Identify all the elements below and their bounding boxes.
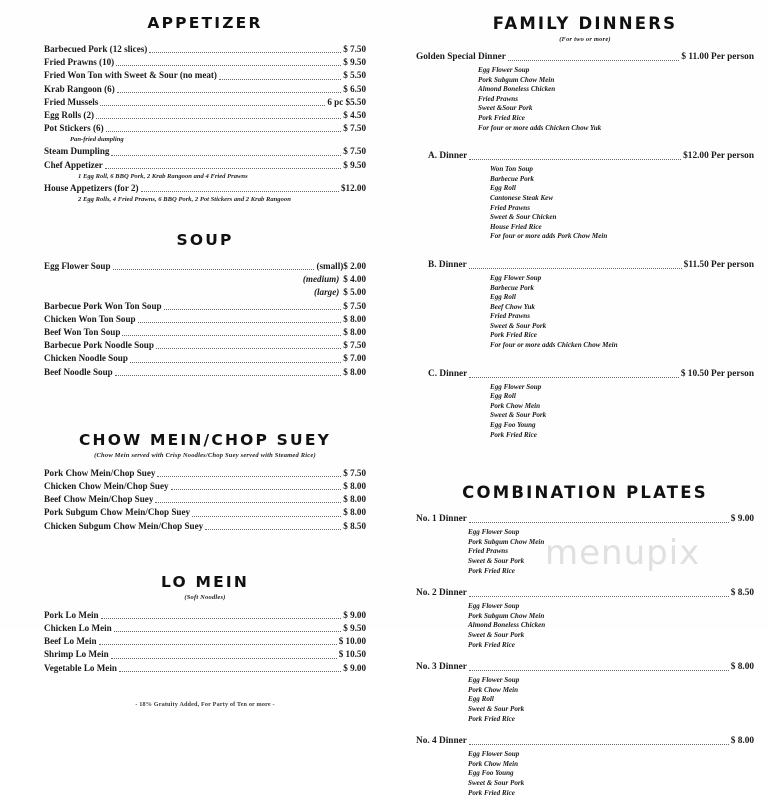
dinner-item: Sweet & Sour Pork xyxy=(490,321,547,330)
dinner-item: Barbecue Pork xyxy=(490,283,534,292)
menu-item-price: $ 10.00 xyxy=(338,636,366,647)
leader-dots xyxy=(114,624,342,632)
block-spacer xyxy=(416,440,754,457)
dinner-item: Pork Fried Rice xyxy=(468,714,515,723)
menu-item-name: Fried Won Ton with Sweet & Sour (no meat) xyxy=(44,70,217,81)
menu-item-row xyxy=(44,300,366,313)
leader-dots xyxy=(116,58,341,66)
dinner-items xyxy=(416,66,754,133)
menu-item-row xyxy=(44,109,366,122)
section-title-combination-plates: COMBINATION PLATES xyxy=(462,483,708,503)
menu-item-row xyxy=(44,96,366,109)
menu-item-price: $ 4.50 xyxy=(343,110,366,121)
dinner-item: Almond Boneless Chicken xyxy=(468,621,546,630)
dinner-items xyxy=(416,750,754,798)
menu-item-row xyxy=(44,520,366,533)
menu-item-row xyxy=(44,467,366,480)
leader-dots xyxy=(99,637,337,645)
dinner-item: Sweet & Sour Pork xyxy=(468,630,525,639)
leader-dots xyxy=(117,85,342,93)
leader-dots xyxy=(469,370,679,378)
dinner-price: $ 8.50 xyxy=(730,588,754,599)
leader-dots xyxy=(219,72,341,80)
dinner-price: $11.50 Per person xyxy=(683,259,754,270)
dinner-row xyxy=(416,661,754,674)
menu-item-row xyxy=(44,662,366,675)
menu-item-name: Beef Lo Mein xyxy=(44,636,97,647)
dinner-item: Cantonese Steak Kew xyxy=(490,193,554,202)
block-spacer xyxy=(416,576,754,587)
menu-item-price: $ 8.00 xyxy=(343,313,366,324)
menu-item-name: Chicken Chow Mein/Chop Suey xyxy=(44,481,169,492)
gratuity-note: - 18% Gratuity Added, For Party of Ten or more - xyxy=(135,700,275,708)
dinner-item: Egg Flower Soup xyxy=(490,382,542,391)
leader-dots xyxy=(111,148,341,156)
block-spacer xyxy=(416,242,754,259)
menu-item-price: $ 8.00 xyxy=(343,327,366,338)
section-subtitle-family-dinners: (For two or more) xyxy=(559,36,611,43)
dinner-item: Fried Prawns xyxy=(468,547,509,556)
menu-item-name: Beef Won Ton Soup xyxy=(44,327,121,338)
dinner-price: $ 8.00 xyxy=(730,662,754,673)
dinner-item: Sweet & Sour Chicken xyxy=(490,213,557,222)
dinner-item: Fried Prawns xyxy=(478,94,519,103)
dinner-item: Egg Flower Soup xyxy=(468,750,520,759)
dinner-item: Egg Flower Soup xyxy=(478,66,530,74)
dinner-item: Pork Fried Rice xyxy=(468,640,515,649)
dinner-row xyxy=(416,513,754,526)
leader-dots xyxy=(100,98,325,106)
menu-item-row xyxy=(44,648,366,661)
dinner-item: Egg Flower Soup xyxy=(468,528,520,537)
menu-item-price: $ 8.00 xyxy=(343,494,366,505)
menu-item-note: 2 Egg Rolls, 4 Fried Prawns, 6 BBQ Pork, 2 Pot Stickers and 2 Krab Rangoon xyxy=(78,196,291,204)
menu-item-row xyxy=(44,480,366,493)
menu-item-name: Pot Stickers (6) xyxy=(44,123,104,134)
dinner-row xyxy=(416,587,754,600)
menu-item-name: Barbecued Pork (12 slices) xyxy=(44,44,148,54)
dinner-row xyxy=(416,51,754,64)
dinner-row xyxy=(416,259,754,272)
dinner-items xyxy=(416,528,754,576)
leader-dots xyxy=(469,663,729,671)
dinner-item: Egg Roll xyxy=(490,392,516,401)
section-subtitle-chow-mein: (Chow Mein served with Crisp Noodles/Chop Suey served with Steamed Rice) xyxy=(94,451,316,459)
menu-item-name: Pork Subgum Chow Mein/Chop Suey xyxy=(44,507,191,518)
menu-item-row xyxy=(44,352,366,365)
section-subtitle-lo-mein: (Soft Noodles) xyxy=(184,593,226,601)
section-title-soup: SOUP xyxy=(176,231,234,250)
menu-item-name: Fried Mussels xyxy=(44,96,99,107)
menu-item-price: $ 7.50 xyxy=(343,300,366,311)
section-title-appetizer: APPETIZER xyxy=(147,14,263,32)
menu-item-name: Beef Noodle Soup xyxy=(44,366,113,377)
menu-item-price: $ 8.50 xyxy=(343,520,366,531)
dinner-label: No. 3 Dinner xyxy=(416,662,467,673)
block-spacer xyxy=(416,351,754,368)
menu-item-price: $ 9.50 xyxy=(343,57,366,68)
menu-item-name: Chicken Won Ton Soup xyxy=(44,313,136,324)
leader-dots xyxy=(156,341,341,349)
block-spacer xyxy=(416,650,754,661)
block-spacer xyxy=(416,133,754,150)
section-title-lo-mein: LO MEIN xyxy=(160,572,250,591)
dinner-label: B. Dinner xyxy=(428,259,467,270)
leader-dots xyxy=(205,522,341,530)
dinner-item: Pork Fried Rice xyxy=(468,566,515,575)
menu-item-name: Pork Chow Mein/Chop Suey xyxy=(44,467,156,478)
menu-item-price: $ 7.50 xyxy=(343,146,366,157)
dinner-items xyxy=(416,165,754,242)
menu-item-row xyxy=(44,122,366,135)
menu-item-name: Shrimp Lo Mein xyxy=(44,649,109,660)
dinner-row xyxy=(416,735,754,748)
dinner-items xyxy=(416,676,754,724)
dinner-item: Pork Chow Mein xyxy=(490,401,541,410)
menu-item-row xyxy=(44,635,366,648)
lo-mein-list xyxy=(44,609,366,675)
leader-dots xyxy=(122,328,341,336)
dinner-item: Pork Fried Rice xyxy=(468,788,515,797)
menu-item-name: Chicken Subgum Chow Mein/Chop Suey xyxy=(44,520,204,531)
dinner-label: A. Dinner xyxy=(428,151,468,162)
dinner-item: Sweet & Sour Pork xyxy=(468,704,525,713)
leader-dots xyxy=(106,124,342,132)
menu-item-price: $ 7.00 xyxy=(343,353,366,364)
dinner-item: Egg Roll xyxy=(468,695,494,704)
menu-item-row xyxy=(44,366,366,379)
leader-dots xyxy=(192,509,341,517)
left-column xyxy=(0,0,400,708)
leader-dots xyxy=(164,302,342,310)
menu-item-name: Egg Flower Soup xyxy=(44,261,111,272)
dinner-item: Pork Chow Mein xyxy=(468,685,519,694)
menu-item-name: Beef Chow Mein/Chop Suey xyxy=(44,494,154,505)
menu-item-row xyxy=(44,260,366,273)
dinner-item: Fried Prawns xyxy=(490,203,531,212)
dinner-item: For four or more adds Pork Chow Mein xyxy=(490,232,608,241)
menu-item-price: $ 4.00 xyxy=(343,274,366,285)
dinner-item: Won Ton Soup xyxy=(490,165,533,174)
block-spacer xyxy=(416,798,754,809)
dinner-label: C. Dinner xyxy=(428,368,468,379)
leader-dots xyxy=(105,161,341,169)
leader-dots xyxy=(101,611,342,619)
dinner-price: $ 8.00 xyxy=(730,736,754,747)
menu-item-name: Fried Prawns (10) xyxy=(44,57,115,68)
menu-item-price: $ 7.50 xyxy=(343,467,366,478)
dinner-price: $ 11.00 Per person xyxy=(681,52,754,62)
menu-item-name: Steam Dumpling xyxy=(44,146,110,157)
dinner-items xyxy=(416,602,754,650)
menu-item-name: Krab Rangoon (6) xyxy=(44,83,115,94)
menu-item-price: $ 9.00 xyxy=(343,662,366,673)
dinner-items xyxy=(416,274,754,351)
menu-item-row xyxy=(44,159,366,172)
leader-dots xyxy=(469,589,729,597)
dinner-label: No. 4 Dinner xyxy=(416,736,467,747)
dinner-item: Egg Roll xyxy=(490,184,516,193)
menu-item-name: House Appetizers (for 2) xyxy=(44,182,139,193)
menu-item-price: $ 2.00 xyxy=(343,261,366,272)
dinner-items xyxy=(416,383,754,441)
leader-dots xyxy=(469,515,729,523)
menu-item-name: Chicken Lo Mein xyxy=(44,623,112,634)
leader-dots xyxy=(141,184,339,192)
leader-dots xyxy=(469,261,682,269)
menu-item-name: Chef Appetizer xyxy=(44,159,103,170)
dinner-item: Pork Fried Rice xyxy=(478,113,525,122)
leader-dots xyxy=(96,111,341,119)
dinner-item: For four or more adds Chicken Chow Yuk xyxy=(478,123,602,132)
menu-item-row xyxy=(44,43,366,56)
dinner-row xyxy=(416,150,754,163)
menu-item-row xyxy=(44,326,366,339)
menu-item-row xyxy=(44,182,366,195)
menu-item-row xyxy=(44,339,366,352)
menu-item-name: Pork Lo Mein xyxy=(44,609,99,620)
leader-dots xyxy=(130,355,341,363)
dinner-label: No. 2 Dinner xyxy=(416,588,467,599)
menu-item-note: Pan-fried dumpling xyxy=(70,136,124,144)
chow-mein-list xyxy=(44,467,366,533)
menu-item-price: 6 pc $5.50 xyxy=(327,96,366,107)
leader-dots xyxy=(157,469,341,477)
menu-item-row xyxy=(44,313,366,326)
menu-item-name: Barbecue Pork Won Ton Soup xyxy=(44,300,162,311)
menu-item-price: $ 8.00 xyxy=(343,481,366,492)
menu-item-row xyxy=(44,609,366,622)
dinner-item: House Fried Rice xyxy=(490,222,542,231)
leader-dots xyxy=(115,368,342,376)
soup-size-label: (medium) xyxy=(302,274,340,285)
leader-dots xyxy=(469,737,729,745)
menu-item-price: $ 8.00 xyxy=(343,366,366,377)
dinner-label: No. 1 Dinner xyxy=(416,514,467,525)
dinner-item: Pork Chow Mein xyxy=(468,759,519,768)
block-spacer xyxy=(416,724,754,735)
dinner-item: Pork Fried Rice xyxy=(490,331,537,340)
dinner-item: Sweet &Sour Pork xyxy=(478,104,533,113)
menu-item-row xyxy=(44,145,366,158)
menu-item-price: $ 7.50 xyxy=(343,44,366,54)
dinner-item: Egg Foo Young xyxy=(490,421,536,430)
dinner-item: For four or more adds Chicken Chow Mein xyxy=(490,341,618,350)
combination-plates-list xyxy=(416,513,754,809)
dinner-label: Golden Special Dinner xyxy=(416,52,506,62)
leader-dots xyxy=(138,315,342,323)
dinner-item: Almond Boneless Chicken xyxy=(478,85,556,94)
leader-dots xyxy=(119,664,341,672)
leader-dots xyxy=(113,262,315,270)
dinner-price: $ 9.00 xyxy=(730,514,754,525)
dinner-item: Pork Subgum Chow Mein xyxy=(468,611,545,620)
family-dinners-list xyxy=(416,51,754,457)
menu-item-price: $ 7.50 xyxy=(343,123,366,134)
dinner-item: Barbecue Pork xyxy=(490,174,534,183)
menu-item-price: $ 5.00 xyxy=(343,287,366,298)
menu-item-price: $ 7.50 xyxy=(343,340,366,351)
dinner-item: Egg Roll xyxy=(490,293,516,302)
dinner-item: Sweet & Sour Pork xyxy=(490,411,547,420)
menu-item-name: Barbecue Pork Noodle Soup xyxy=(44,340,154,351)
leader-dots xyxy=(508,53,679,61)
soup-size-label: (small) xyxy=(316,261,344,272)
dinner-price: $12.00 Per person xyxy=(683,151,754,162)
section-title-chow-mein: CHOW MEIN/CHOP SUEY xyxy=(78,430,332,449)
menu-item-price: $ 8.00 xyxy=(343,507,366,518)
dinner-item: Sweet & Sour Pork xyxy=(468,778,525,787)
dinner-item: Sweet & Sour Pork xyxy=(468,557,525,565)
soup-list xyxy=(44,260,366,379)
menu-item-price: $ 5.50 xyxy=(343,70,366,81)
menu-item-price: $ 10.50 xyxy=(338,649,366,660)
soup-size-label: (large) xyxy=(314,287,340,298)
dinner-item: Beef Chow Yuk xyxy=(490,302,535,311)
dinner-item: Egg Flower Soup xyxy=(490,273,542,282)
soup-size-row xyxy=(44,273,366,286)
menu-item-row xyxy=(44,56,366,69)
menu-item-name: Egg Rolls (2) xyxy=(44,110,95,121)
dinner-item: Pork Subgum Chow Mein xyxy=(468,537,545,546)
leader-dots xyxy=(111,651,337,659)
menu-item-name: Vegetable Lo Mein xyxy=(44,662,117,673)
section-title-family-dinners: FAMILY DINNERS xyxy=(492,14,678,33)
menu-item-note: 1 Egg Roll, 6 BBQ Pork, 2 Krab Rangoon and 4 Fried Prawns xyxy=(78,172,248,180)
appetizer-list xyxy=(44,43,366,205)
menu-item-price: $12.00 xyxy=(340,182,366,193)
leader-dots xyxy=(469,152,681,160)
dinner-row xyxy=(416,368,754,381)
dinner-item: Pork Fried Rice xyxy=(490,430,537,439)
menu-item-row xyxy=(44,83,366,96)
menu-item-price: $ 9.50 xyxy=(343,159,366,170)
leader-dots xyxy=(149,45,341,53)
leader-dots xyxy=(155,495,341,503)
menupix-watermark: menupix xyxy=(545,533,701,573)
dinner-item: Fried Prawns xyxy=(490,312,531,321)
menu-item-row xyxy=(44,493,366,506)
dinner-item: Egg Flower Soup xyxy=(468,602,520,611)
menu-item-row xyxy=(44,69,366,82)
dinner-price: $ 10.50 Per person xyxy=(680,368,754,379)
leader-dots xyxy=(171,482,342,490)
dinner-item: Egg Foo Young xyxy=(468,769,514,778)
right-column xyxy=(400,0,768,797)
menu-item-row xyxy=(44,506,366,519)
dinner-item: Egg Flower Soup xyxy=(468,676,520,685)
menu-item-price: $ 9.50 xyxy=(343,623,366,634)
soup-size-row xyxy=(44,286,366,299)
menu-item-name: Chicken Noodle Soup xyxy=(44,353,128,364)
dinner-item: Pork Subgum Chow Mein xyxy=(478,75,555,84)
menu-item-price: $ 6.50 xyxy=(343,83,366,94)
menu-item-price: $ 9.00 xyxy=(343,609,366,620)
